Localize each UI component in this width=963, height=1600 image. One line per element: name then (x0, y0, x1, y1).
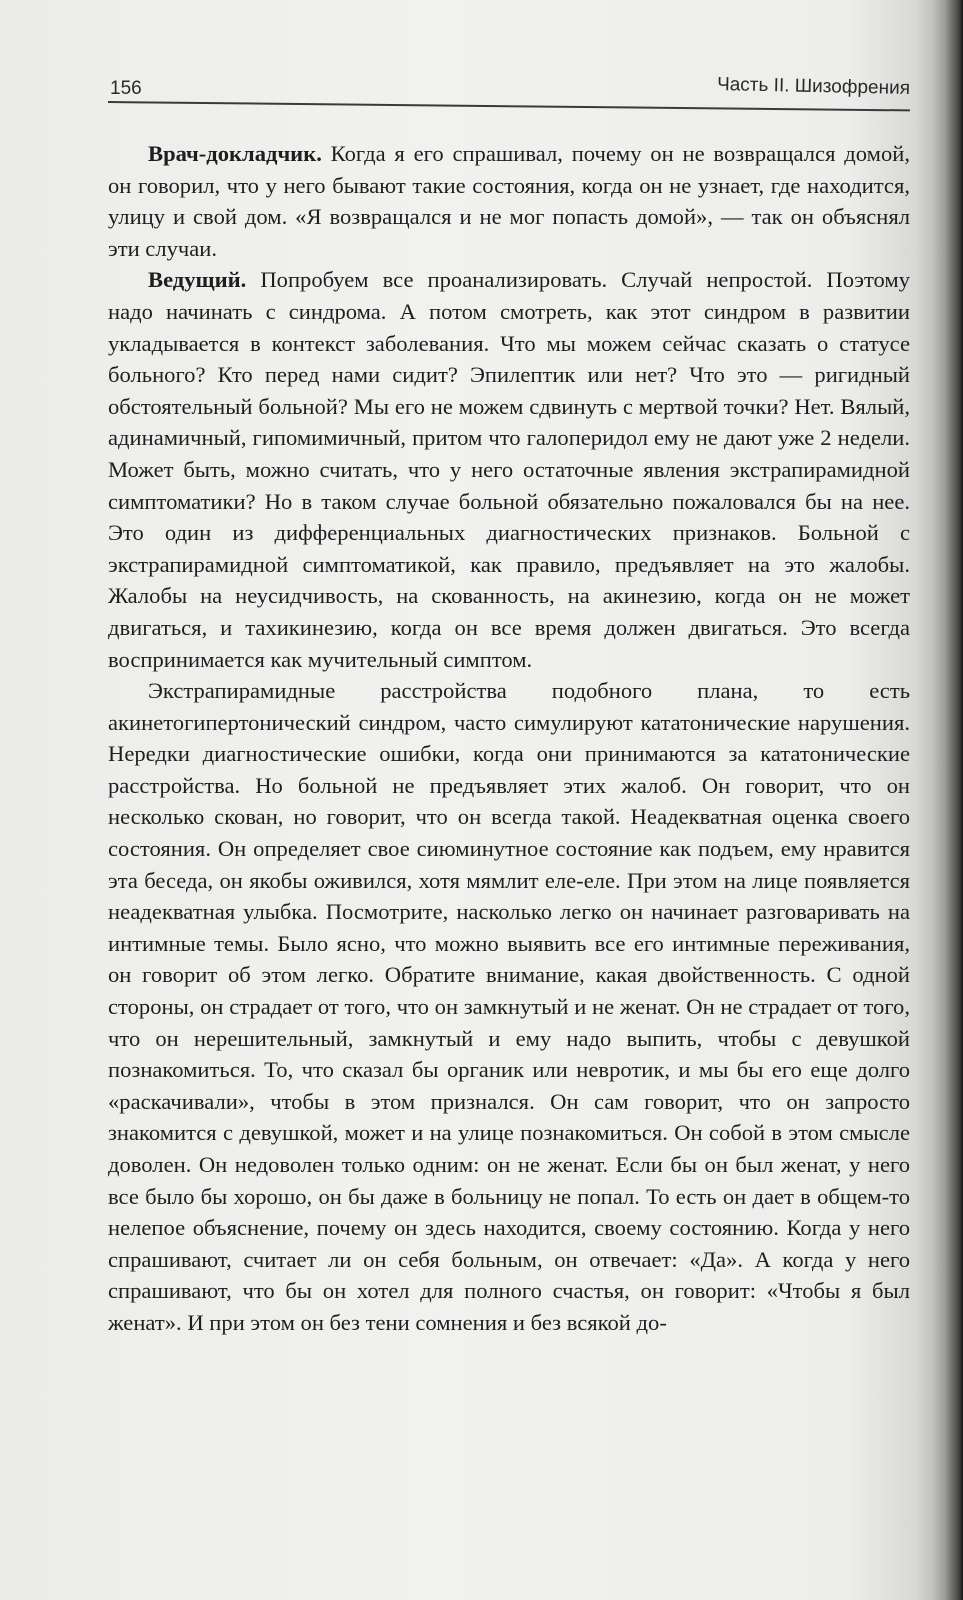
paragraph-text: Экстрапирамидные расстройства подобного плана, то есть акинетогипертонический синдром, часто симулируют кататонические нарушения. Нередки диагностические ошибки, когда они принимаются за кататонические расстройства. Но больной не предъявляет этих жалоб. Он говорит, что он несколько скован, но говорит, что он всегда такой. Неадекватная оценка своего состояния. Он определяет свое сиюминутное состояние как подъем, ему нравится эта беседа, он якобы оживился, хотя мямлит еле-еле. При этом на лице появляется неадекватная улыбка. Посмотрите, насколько легко он начинает разговаривать на интимные темы. Было ясно, что можно выявить все его интимные переживания, он говорит об этом легко. Обратите внимание, какая двойственность. С одной стороны, он страдает от того, что он замкнутый и не женат. Он не страдает от того, что он нерешительный, замкнутый и ему надо выпить, чтобы с девушкой познакомиться. То, что сказал бы органик или невротик, и мы бы его еще долго «раскачивали», чтобы в этом признался. Он сам говорит, что он запросто знакомится с девушкой, может и на улице познакомиться. Он собой в этом смысле доволен. Он недоволен только одним: он не женат. Если бы он был женат, у него все было бы хорошо, он бы даже в больницу не попал. То есть он дает в общем-то нелепое объяснение, почему он здесь находится, своему состоянию. Когда у него спрашивают, считает ли он себя больным, он отвечает: «Да». А когда у него спрашивают, что бы он хотел для полного счастья, он говорит: «Чтобы я был женат». И при этом он без тени сомнения и без всякой до- (108, 678, 910, 1335)
running-header (110, 72, 910, 102)
page-number: 156 (110, 78, 142, 99)
speaker-label: Ведущий. (148, 267, 247, 293)
running-title: Часть II. Шизофрения (716, 73, 911, 99)
paragraph-1 (108, 138, 910, 264)
paragraph-text: Попробуем все проанализировать. Случай непростой. Поэтому надо начинать с синдрома. А потом смотреть, как этот синдром в развитии укладывается в контекст заболевания. Что мы можем сейчас сказать о статусе больного? Кто перед нами сидит? Эпилептик или нет? Что это — ригидный обстоятельный больной? Мы его не можем сдвинуть с мертвой точки? Нет. Вялый, адинамичный, гипомимичный, притом что галоперидол ему не дают уже 2 недели. Может быть, можно считать, что у него остаточные явления экстрапирамидной симптоматики? Но в таком случае больной обязательно пожаловался бы на нее. Это один из дифференциальных диагностических признаков. Больной с экстрапирамидной симптоматикой, как правило, предъявляет на это жалобы. Жалобы на неусидчивость, на скованность, на акинезию, когда он не может двигаться, и тахикинезию, когда он все время должен двигаться. Это всегда воспринимается как мучительный симптом. (108, 267, 910, 672)
body-text (108, 138, 910, 1339)
header-rule (108, 101, 910, 111)
speaker-label: Врач-докладчик. (148, 141, 322, 166)
paragraph-3 (108, 675, 910, 1338)
paragraph-2 (108, 264, 910, 675)
spine-shadow (933, 0, 963, 1600)
paragraph-text: Когда я его спрашивал, почему он не возвращался домой, он говорил, что у него бывают такие состояния, когда он не узнает, где находится, улицу и свой дом. «Я возвращался и не мог попасть домой», — так он объяснял эти случаи. (108, 141, 910, 261)
